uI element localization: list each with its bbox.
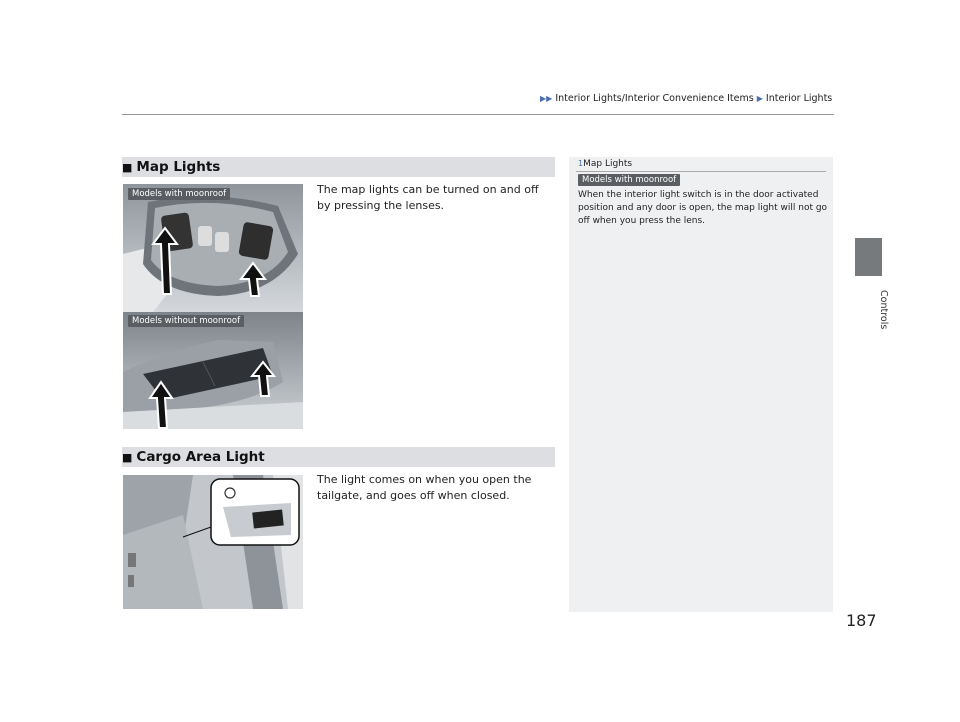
breadcrumb-part-2[interactable]: Interior Lights [765,93,833,104]
cargo-light-title: Cargo Area Light [136,449,265,465]
chapter-label: Controls [878,290,889,330]
map-lights-no-moonroof-figure [123,312,303,429]
map-lights-moonroof-figure [123,184,303,312]
map-lights-description: The map lights can be turned on and off by pressing the lenses. [317,183,539,212]
cargo-light-header [122,447,555,467]
models-without-moonroof-tag: Models without moonroof [128,315,244,327]
section-square-icon: ■ [122,161,133,174]
header-divider [122,114,834,115]
note-models-with-moonroof-tag: Models with moonroof [578,174,680,186]
chapter-tab [855,238,882,276]
page-number: 187 [846,611,877,630]
note-reference-number: 1 [578,159,584,168]
map-lights-title: Map Lights [136,159,221,175]
breadcrumb-part-1[interactable]: Interior Lights/Interior Convenience Items [555,93,754,104]
section-square-icon: ■ [122,451,133,464]
breadcrumb-arrow-icon: ▶ [756,94,763,103]
models-with-moonroof-tag: Models with moonroof [128,188,230,200]
note-title-text: Map Lights [583,159,633,169]
breadcrumb-arrow-icon: ▶▶ [540,94,553,103]
cargo-light-figure [123,475,303,609]
note-divider [576,171,826,172]
note-title [578,159,632,169]
cargo-light-description: The light comes on when you open the tailgate, and goes off when closed. [317,473,532,502]
note-text: When the interior light switch is in the door activated position and any door is open, the map light will not go off when you press the lens. [578,190,828,226]
breadcrumb [540,93,840,104]
map-lights-header [122,157,555,177]
